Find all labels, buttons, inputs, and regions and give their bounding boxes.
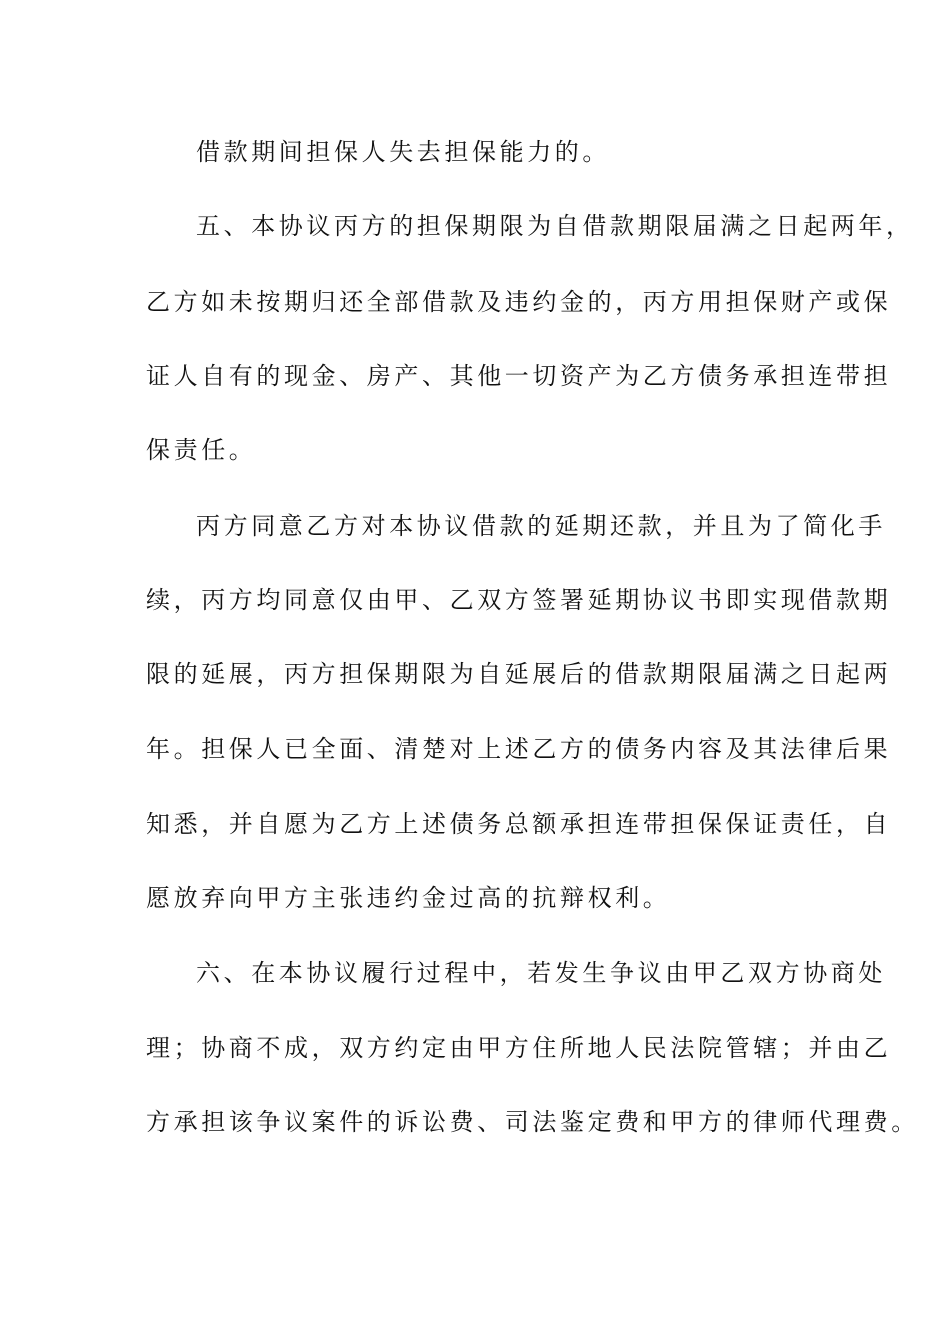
text-line: 证人自有的现金、房产、其他一切资产为乙方债务承担连带担	[146, 362, 892, 390]
text-line: 方承担该争议案件的诉讼费、司法鉴定费和甲方的律师代理费。	[146, 1108, 919, 1136]
text-line: 知悉，并自愿为乙方上述债务总额承担连带担保保证责任，自	[146, 810, 892, 838]
text-line: 六、在本协议履行过程中，若发生争议由甲乙双方协商处	[196, 959, 886, 987]
text-line: 丙方同意乙方对本协议借款的延期还款，并且为了简化手	[196, 512, 886, 540]
text-line: 五、本协议丙方的担保期限为自借款期限届满之日起两年，	[196, 212, 914, 240]
text-line: 乙方如未按期归还全部借款及违约金的，丙方用担保财产或保	[146, 288, 892, 316]
text-line: 限的延展，丙方担保期限为自延展后的借款期限届满之日起两	[146, 660, 892, 688]
text-line: 理；协商不成，双方约定由甲方住所地人民法院管辖；并由乙	[146, 1034, 892, 1062]
text-line: 借款期间担保人失去担保能力的。	[196, 138, 610, 166]
text-line: 续，丙方均同意仅由甲、乙双方签署延期协议书即实现借款期	[146, 586, 892, 614]
text-line: 愿放弃向甲方主张违约金过高的抗辩权利。	[146, 884, 671, 912]
text-line: 年。担保人已全面、清楚对上述乙方的债务内容及其法律后果	[146, 735, 892, 763]
text-line: 保责任。	[146, 436, 257, 464]
